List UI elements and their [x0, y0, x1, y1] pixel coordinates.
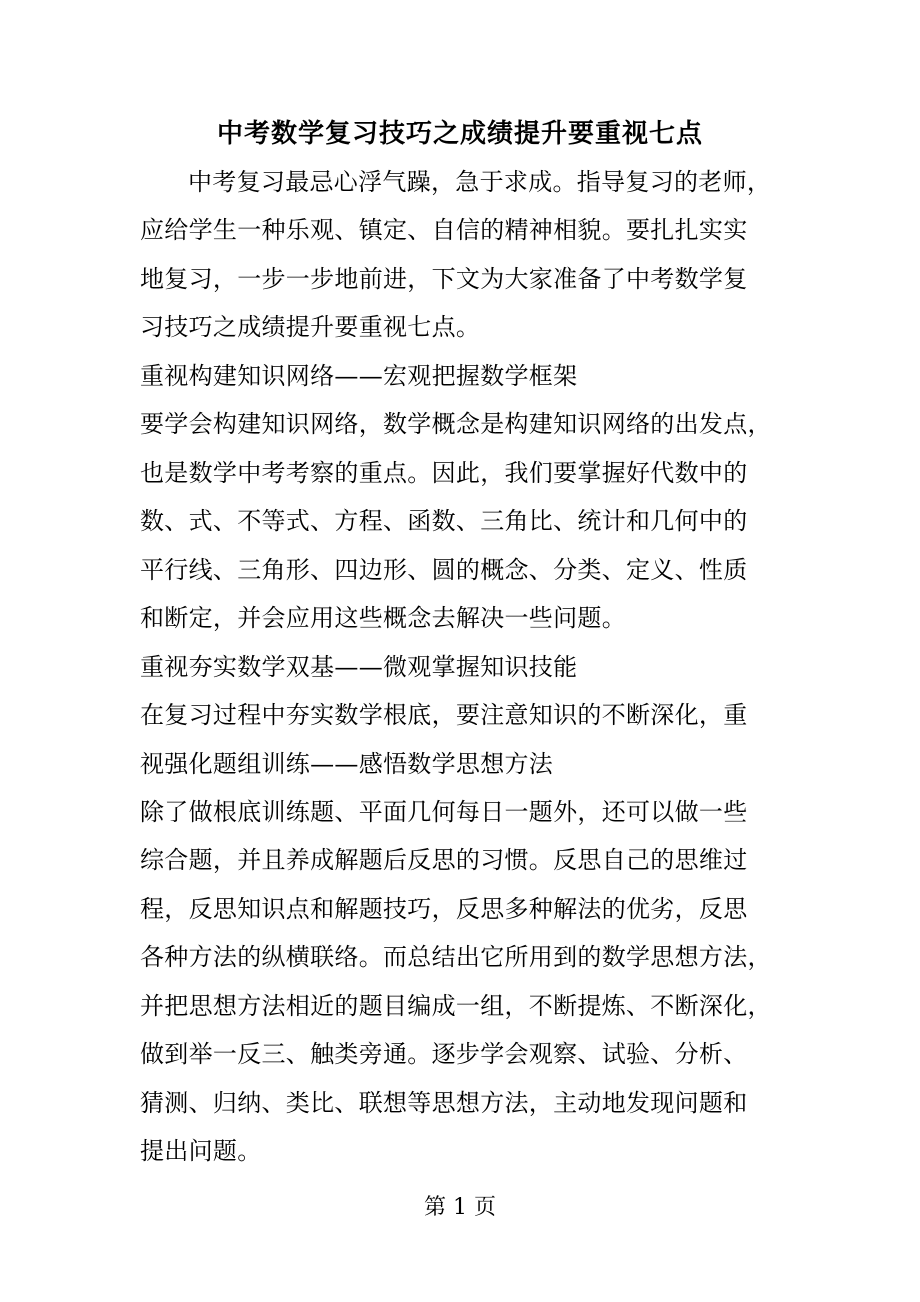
paragraph-line: 综合题，并且养成解题后反思的习惯。反思自己的思维过: [140, 846, 748, 874]
paragraph-line: 习技巧之成绩提升要重视七点。: [140, 313, 481, 341]
paragraph-line: 各种方法的纵横联络。而总结出它所用到的数学思想方法，: [140, 943, 772, 971]
paragraph-line: 数、式、不等式、方程、函数、三角比、统计和几何中的: [140, 507, 748, 535]
paragraph-line: 平行线、三角形、四边形、圆的概念、分类、定义、性质: [140, 556, 748, 584]
paragraph-line: 程，反思知识点和解题技巧，反思多种解法的优劣，反思: [140, 895, 748, 923]
paragraph-line: 在复习过程中夯实数学根底，要注意知识的不断深化，重: [140, 701, 748, 729]
paragraph-line: 应给学生一种乐观、镇定、自信的精神相貌。要扎扎实实: [140, 216, 748, 244]
section-heading: 视强化题组训练——感悟数学思想方法: [140, 750, 554, 778]
paragraph-line: 中考复习最忌心浮气躁，急于求成。指导复习的老师，: [188, 168, 772, 196]
paragraph-line: 除了做根底训练题、平面几何每日一题外，还可以做一些: [140, 798, 748, 826]
document-title: 中考数学复习技巧之成绩提升要重视七点: [216, 119, 703, 149]
paragraph-line: 并把思想方法相近的题目编成一组，不断提炼、不断深化，: [140, 992, 772, 1020]
section-heading: 重视构建知识网络——宏观把握数学框架: [140, 362, 578, 390]
page-number: 第 1 页: [424, 1195, 496, 1220]
paragraph-line: 提出问题。: [140, 1137, 262, 1165]
paragraph-line: 和断定，并会应用这些概念去解决一些问题。: [140, 604, 626, 632]
paragraph-line: 要学会构建知识网络，数学概念是构建知识网络的出发点，: [140, 410, 772, 438]
paragraph-line: 做到举一反三、触类旁通。逐步学会观察、试验、分析、: [140, 1040, 748, 1068]
paragraph-line: 猜测、归纳、类比、联想等思想方法，主动地发现问题和: [140, 1089, 748, 1117]
section-heading: 重视夯实数学双基——微观掌握知识技能: [140, 653, 578, 681]
paragraph-line: 也是数学中考考察的重点。因此，我们要掌握好代数中的: [140, 459, 748, 487]
paragraph-line: 地复习，一步一步地前进，下文为大家准备了中考数学复: [140, 265, 748, 293]
